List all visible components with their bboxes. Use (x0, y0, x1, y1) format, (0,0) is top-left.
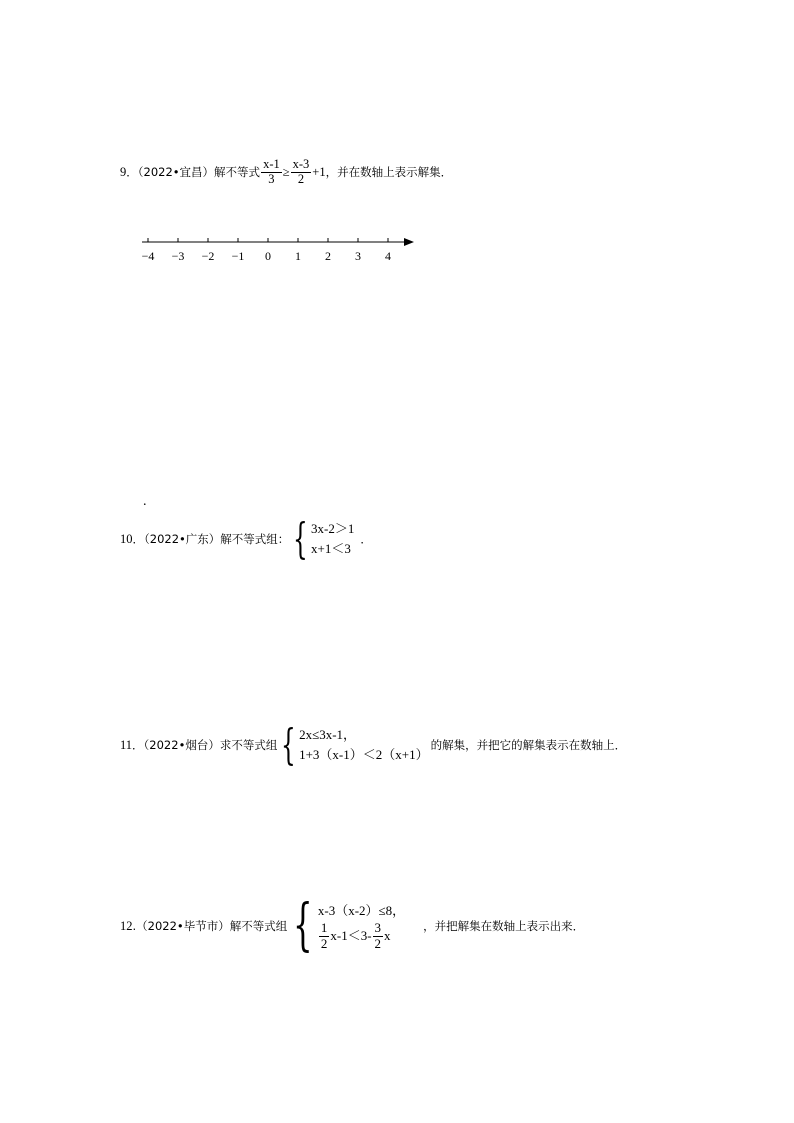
number-line-tick-label: 3 (355, 249, 361, 263)
fraction-2-denominator: 2 (297, 171, 305, 186)
inequality-1: x-3（x-2）≤8， (317, 903, 406, 919)
problem-10 (120, 514, 372, 563)
number-line-tick-label: 2 (325, 249, 331, 263)
problem-11 (120, 720, 627, 769)
fraction-1 (261, 158, 282, 187)
number-line-tick-label: 1 (295, 249, 301, 263)
inequality-system (318, 901, 405, 951)
fraction-three-halves (373, 921, 384, 951)
inequality-2-end: x (384, 927, 391, 943)
inequality-system (311, 519, 354, 559)
left-brace-icon: { (293, 514, 309, 563)
fraction-1-numerator: x-1 (263, 157, 280, 171)
number-line-tick-label: −3 (171, 249, 185, 263)
stray-dot: . (143, 494, 147, 509)
problem-9 (120, 158, 452, 187)
number-line-tick-label: 4 (385, 249, 391, 263)
number-line-tick-label: −2 (201, 249, 215, 263)
left-brace-icon: { (293, 893, 313, 958)
number-line (130, 230, 430, 270)
fraction-three-halves-numerator: 3 (374, 920, 382, 936)
problem-11-suffix: 的解集，并把它的解集表示在数轴上． (430, 738, 627, 752)
number-line-tick-label: 0 (265, 249, 271, 263)
problem-11-source: ．（2022•烟台）求不等式组 (132, 738, 278, 752)
inequality-2-middle: x-1＜3- (330, 927, 372, 943)
fraction-half-numerator: 1 (320, 920, 328, 936)
left-brace-icon: { (281, 720, 297, 769)
problem-10-source: ．（2022•广东）解不等式组： (132, 532, 290, 546)
fraction-1-denominator: 3 (268, 171, 275, 186)
fraction-half-denominator: 2 (320, 935, 328, 951)
inequality-2: x+1＜3 (311, 541, 351, 556)
number-line-arrow-icon (404, 238, 414, 246)
problem-10-number: 10 (120, 531, 133, 546)
problem-11-number: 11 (120, 737, 133, 752)
problem-9-source: ．（2022•宜昌）解不等式 (126, 165, 261, 180)
inequality-2 (318, 921, 405, 951)
fraction-half (319, 921, 330, 951)
inequality-2: 1+3（x-1）＜2（x+1） (299, 747, 429, 762)
ge-sign: ≥ (282, 164, 290, 179)
problem-10-suffix: ． (360, 532, 372, 546)
fraction-2-numerator: x-3 (292, 157, 310, 171)
problem-12-number: 12 (120, 918, 133, 933)
plus-one: +1 (312, 164, 326, 179)
problem-9-number: 9 (120, 164, 127, 179)
number-line-tick-label: −1 (231, 249, 245, 263)
inequality-system (299, 725, 429, 765)
problem-9-suffix: ，并在数轴上表示解集． (325, 165, 453, 180)
problem-12-source: .（2022•毕节市）解不等式组 (132, 919, 288, 933)
problem-12 (120, 893, 585, 958)
number-line-tick-label: −4 (141, 249, 155, 263)
fraction-three-halves-denominator: 2 (374, 935, 382, 951)
inequality-1: 3x-2＞1 (311, 520, 355, 536)
fraction-2 (291, 158, 312, 187)
problem-12-suffix: ，并把解集在数轴上表示出来． (423, 919, 585, 933)
inequality-1: 2x≤3x-1， (299, 726, 357, 742)
